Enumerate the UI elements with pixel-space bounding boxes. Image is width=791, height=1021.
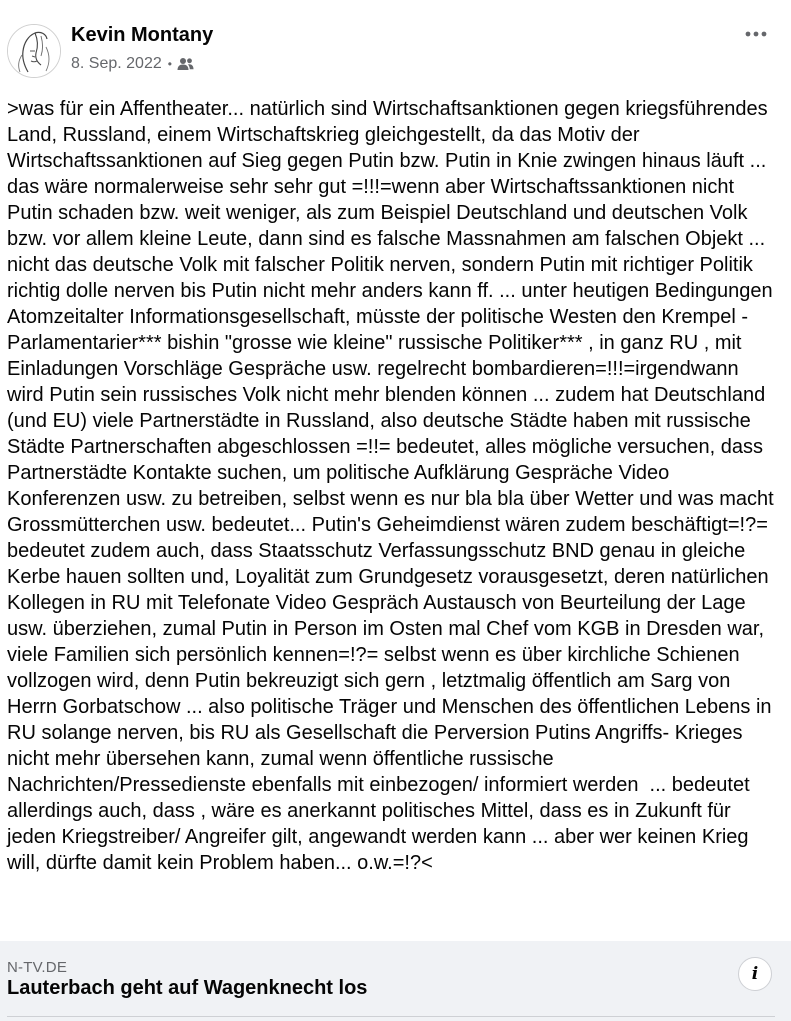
link-domain: N-TV.DE	[7, 959, 68, 976]
info-icon: i	[751, 963, 759, 984]
friends-icon[interactable]	[177, 57, 194, 71]
author-name[interactable]: Kevin Montany	[71, 24, 214, 46]
author-avatar[interactable]	[7, 24, 61, 78]
info-button[interactable]	[738, 957, 772, 991]
post-date[interactable]: 8. Sep. 2022	[71, 55, 162, 72]
more-options-button[interactable]	[738, 22, 774, 46]
link-preview-card[interactable]	[0, 941, 791, 1021]
meta-separator: •	[167, 57, 172, 71]
post-body-text: >was für ein Affentheater... natürlich sind Wirtschaftsanktionen gegen kriegsführendes Land, Russland, einem Wirtschaftskrieg gleichgestellt, da das Motiv der Wirtschaftssanktionen auf Sieg gegen Putin bzw. Putin in Knie zwingen hinaus läuft ... das wäre normalerweise sehr sehr gut =!!!=wenn aber Wirtschaftssanktionen nicht Putin schaden bzw. weit weniger, als zum Beispiel Deutschland und deutschen Volk bzw. vor allem kleine Leute, dann sind es falsche Massnahmen am falschen Objekt ... nicht das deutsche Volk mit falscher Politik nerven, sondern Putin mit richtiger Politik richtig dolle nerven bis Putin nicht mehr anders kann ff. ... unter heutigen Bedingungen Atomzeitalter Informationsgesellschaft, müsste der politische Westen den Krempel - Parlamentarier*** bishin "grosse wie kleine" russische Politiker*** , in ganz RU , mit Einladungen Vorschläge Gespräche usw. regelrecht bombardieren=!!!=irgendwann wird Putin sein russisches Volk nicht mehr blenden können ... zudem hat Deutschland (und EU) viele Partnerstädte in Russland, also deutsche Städte haben mit russische Städte Partnerschaften abgeschlossen =!!= bedeutet, alles mögliche versuchen, dass Partnerstädte Kontakte suchen, um politische Aufklärung Gespräche Video Konferenzen usw. zu betreiben, selbst wenn es nur bla bla über Wetter und was macht Grossmütterchen usw. bedeutet... Putin's Geheimdienst wären zudem beschäftigt=!?= bedeutet zudem auch, dass Staatsschutz Verfassungsschutz BND genau in gleiche Kerbe hauen sollten und, Loyalität zum Grundgesetz vorausgesetzt, deren natürlichen Kollegen in RU mit Telefonate Video Gespräch Austausch von Beurteilung der Lage usw. überziehen, zumal Putin in Person im Osten mal Chef vom KGB in Dresden war, viele Familien sich persönlich kennen=!?= selbst wenn es über kirchliche Schienen vollzogen wird, denn Putin bekreuzigt sich gern , letztmalig öffentlich am Sarg von Herrn Gorbatschow ... also politische Träger und Menschen des öffentlichen Lebens in RU solange nerven, bis RU als Gesellschaft die Perversion Putins Angriffs- Krieges nicht mehr übersehen kann, zumal wenn öffentliche russische Nachrichten/Pressedienste ebenfalls mit einbezogen/ informiert werden ... bedeutet allerdings auch, dass , wäre es anerkannt politisches Mittel, dass es in Zukunft für jeden Kriegstreiber/ Angreifer gilt, angewandt werden kann ... aber wer keinen Krieg will, dürfte damit kein Problem haben... o.w.=!?<	[7, 98, 780, 874]
sketch-face-avatar-icon	[8, 25, 60, 77]
post-meta	[71, 54, 194, 74]
link-title[interactable]: Lauterbach geht auf Wagenknecht los	[7, 977, 368, 999]
more-horizontal-icon	[745, 31, 767, 37]
card-divider	[7, 1016, 775, 1017]
post-header	[0, 0, 791, 90]
